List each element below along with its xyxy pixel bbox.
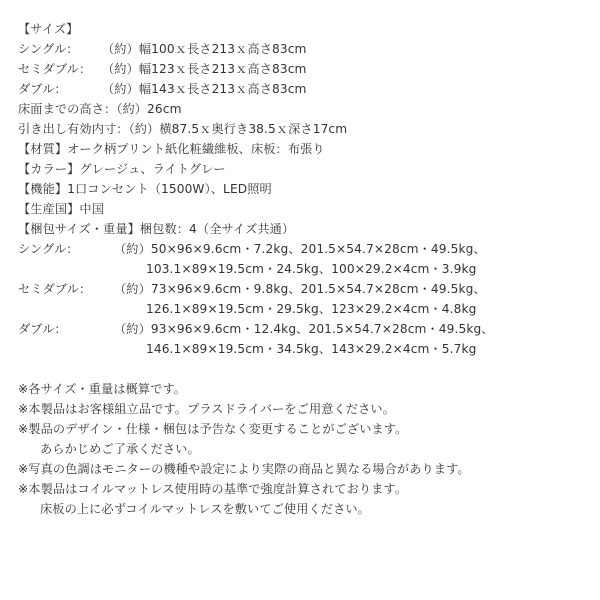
pack-double-line2: 146.1×89×19.5cm・34.5kg、143×29.2×4cm・5.7kg bbox=[146, 342, 477, 356]
size-double-label: ダブル： bbox=[18, 82, 67, 96]
pack-double-label: ダブル： bbox=[18, 322, 67, 336]
size-single-label: シングル： bbox=[18, 42, 79, 56]
size-semi-double-row bbox=[18, 62, 306, 76]
note-item: ※製品のデザイン・仕様・梱包は予告なく変更することがございます。 bbox=[18, 422, 408, 436]
note-item-continuation: 床板の上に必ずコイルマットレスを敷いてご使用ください。 bbox=[40, 502, 370, 516]
size-semi-double-label: セミダブル： bbox=[18, 62, 92, 76]
size-double-row bbox=[18, 82, 306, 96]
size-heading: 【サイズ】 bbox=[18, 22, 79, 36]
drawer-size: 引き出し有効内寸：（約）横87.5ｘ奥行き38.5ｘ深さ17cm bbox=[18, 122, 348, 136]
material: 【材質】オーク柄プリント紙化粧繊維板、床板：布張り bbox=[18, 142, 325, 156]
pack-double-line1: （約）93×96×9.6cm・12.4kg、201.5×54.7×28cm・49.5kg、 bbox=[114, 322, 494, 336]
note-item: ※各サイズ・重量は概算です。 bbox=[18, 382, 187, 396]
pack-semi-double-label: セミダブル： bbox=[18, 282, 92, 296]
note-item: ※本製品はコイルマットレス使用時の基準で強度計算されております。 bbox=[18, 482, 408, 496]
pack-semi-double-row bbox=[18, 282, 486, 296]
pack-single-line1: （約）50×96×9.6cm・7.2kg、201.5×54.7×28cm・49.5kg、 bbox=[114, 242, 486, 256]
size-semi-double-value: （約）幅123ｘ長さ213ｘ高さ83cm bbox=[102, 62, 307, 76]
size-single-value: （約）幅100ｘ長さ213ｘ高さ83cm bbox=[102, 42, 307, 56]
size-single-row bbox=[18, 42, 306, 56]
note-item: ※写真の色調はモニターの機種や設定により実際の商品と異なる場合があります。 bbox=[18, 462, 470, 476]
pack-semi-double-line2: 126.1×89×19.5cm・29.5kg、123×29.2×4cm・4.8kg bbox=[146, 302, 477, 316]
pack-single-line2: 103.1×89×19.5cm・24.5kg、100×29.2×4cm・3.9kg bbox=[146, 262, 477, 276]
color: 【カラー】グレージュ、ライトグレー bbox=[18, 162, 226, 176]
floor-height: 床面までの高さ：（約）26cm bbox=[18, 102, 182, 116]
pack-single-label: シングル： bbox=[18, 242, 79, 256]
size-double-value: （約）幅143ｘ長さ213ｘ高さ83cm bbox=[102, 82, 307, 96]
origin: 【生産国】中国 bbox=[18, 202, 105, 216]
pack-semi-double-line1: （約）73×96×9.6cm・9.8kg、201.5×54.7×28cm・49.5kg、 bbox=[114, 282, 486, 296]
pack-double-row bbox=[18, 322, 494, 336]
packaging-heading: 【梱包サイズ・重量】梱包数：4（全サイズ共通） bbox=[18, 222, 295, 236]
note-item-continuation: あらかじめご了承ください。 bbox=[40, 442, 200, 456]
pack-single-row bbox=[18, 242, 486, 256]
note-item: ※本製品はお客様組立品です。プラスドライバーをご用意ください。 bbox=[18, 402, 395, 416]
function: 【機能】1口コンセント（1500W）、LED照明 bbox=[18, 182, 272, 196]
